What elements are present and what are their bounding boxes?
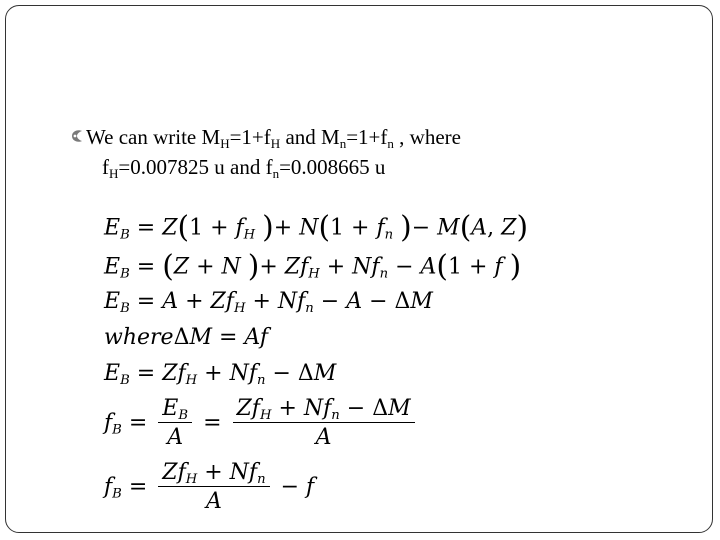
equation-5: $E_B = Zf_H + Nf_n - \Delta M$ <box>104 361 337 388</box>
bullet-text <box>86 122 646 182</box>
equation-7: $f_B$ = $\frac{Zf_H + Nf_n}{A}$ − f <box>104 460 315 514</box>
flower-bullet-icon <box>70 128 84 144</box>
fraction-sum-over-a: $\frac{Zf_H + Nf_n - \Delta M}{A}$ <box>233 398 415 449</box>
bullet-line-1: We can write $M_H=1+f_H$ and $M_n=1+f_n$ , where <box>86 125 461 151</box>
equation-6: $f_B$ = $\frac{E_B}{A}$ = $\frac{Zf_H + Nf_n - \Delta M}{A}$ <box>104 398 419 449</box>
fraction-eb-over-a: $\frac{E_B}{A}$ <box>158 398 192 449</box>
equation-4: whereΔM = Af <box>104 325 269 350</box>
equation-1: $E_B = Z(1 + f_H$ )+ $N(1 + f_n$ )− M(A, Z) <box>104 210 529 245</box>
equation-2: $E_B = (Z + N$ )+ $Zf_H + Nf_n - A(1 + f$ ) <box>104 249 522 284</box>
fraction-nucleons-over-a: $\frac{Zf_H + Nf_n}{A}$ <box>158 462 269 513</box>
equation-3: $E_B = A + Zf_H + Nf_n - A - \Delta M$ <box>104 289 433 316</box>
bullet-line-2: $f_H=0.007825$ u and $f_n=0.008665$ u <box>102 155 386 181</box>
